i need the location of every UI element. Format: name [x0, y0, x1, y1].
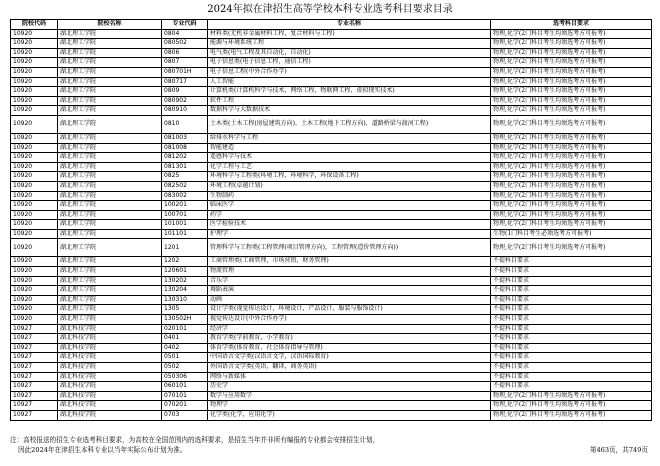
school-code-cell: 10920: [11, 153, 58, 163]
subject-requirement-cell: 不提科目要求: [491, 305, 652, 315]
major-code-cell: 100201: [162, 201, 208, 211]
school-name-cell: 湖北科技学院: [58, 363, 162, 373]
subject-requirement-cell: 不提科目要求: [491, 315, 652, 325]
school-code-cell: 10920: [11, 267, 58, 277]
table-row: [11, 382, 652, 392]
major-code-cell: 130502H: [162, 315, 208, 325]
school-name-cell: 湖北理工学院: [58, 96, 162, 106]
school-name-cell: 湖北科技学院: [58, 334, 162, 344]
major-name-cell: 中国语言文学类(汉语言文学，汉语国际教育): [208, 353, 491, 363]
school-name-cell: 湖北理工学院: [58, 143, 162, 153]
major-name-cell: 临床医学: [208, 201, 491, 211]
subject-requirement-cell: 物理,化学(2门科目考生均须选考方可报考): [491, 153, 652, 163]
table-row: [11, 115, 652, 133]
school-code-cell: 10920: [11, 106, 58, 116]
school-name-cell: 湖北科技学院: [58, 353, 162, 363]
subject-requirement-cell: 不提科目要求: [491, 343, 652, 353]
school-code-cell: 10920: [11, 172, 58, 182]
table-row: [11, 220, 652, 230]
school-name-cell: 湖北理工学院: [58, 229, 162, 239]
subject-requirement-cell: 物理,化学(2门科目考生均须选考方可报考): [491, 401, 652, 411]
header-major-code: 专业代码: [162, 20, 208, 30]
school-code-cell: 10920: [11, 115, 58, 133]
table-row: [11, 334, 652, 344]
table-row: [11, 96, 652, 106]
school-code-cell: 10920: [11, 201, 58, 211]
major-code-cell: 0807: [162, 58, 208, 68]
major-code-cell: 060101: [162, 382, 208, 392]
school-name-cell: 湖北科技学院: [58, 343, 162, 353]
major-name-cell: 历史学: [208, 382, 491, 392]
school-code-cell: 10920: [11, 276, 58, 286]
school-name-cell: 湖北科技学院: [58, 391, 162, 401]
footnote-line-1: 注：高校报送的招生专业选考科目要求，为高校在全国范围内的选科要求，是招生当年并非所有编报的专业都会安排招生计划，: [10, 436, 380, 444]
table-row: [11, 267, 652, 277]
major-code-cell: 070201: [162, 401, 208, 411]
major-name-cell: 物理学: [208, 401, 491, 411]
table-row: [11, 239, 652, 257]
school-code-cell: 10920: [11, 220, 58, 230]
school-name-cell: 湖北理工学院: [58, 239, 162, 257]
school-code-cell: 10927: [11, 334, 58, 344]
table-row: [11, 162, 652, 172]
subject-requirement-cell: 不提科目要求: [491, 295, 652, 305]
major-name-cell: 网络与新媒体: [208, 372, 491, 382]
major-code-cell: 101101: [162, 229, 208, 239]
table-row: [11, 295, 652, 305]
school-name-cell: 湖北理工学院: [58, 67, 162, 77]
school-name-cell: 湖北理工学院: [58, 295, 162, 305]
major-name-cell: 医学检验技术: [208, 220, 491, 230]
table-row: [11, 77, 652, 87]
major-name-cell: 动画: [208, 295, 491, 305]
major-name-cell: 材料类(无机非金属材料工程，复合材料与工程): [208, 29, 491, 39]
major-code-cell: 100701: [162, 210, 208, 220]
header-school-code: 院校代码: [11, 20, 58, 30]
school-code-cell: 10920: [11, 87, 58, 97]
major-code-cell: 081301: [162, 162, 208, 172]
major-name-cell: 人工智能: [208, 77, 491, 87]
major-name-cell: 音乐学: [208, 276, 491, 286]
school-code-cell: 10920: [11, 239, 58, 257]
major-code-cell: 1201: [162, 239, 208, 257]
school-code-cell: 10920: [11, 58, 58, 68]
subject-requirement-cell: 物理,化学(2门科目考生均须选考方可报考): [491, 410, 652, 420]
school-name-cell: 湖北理工学院: [58, 39, 162, 49]
school-name-cell: 湖北理工学院: [58, 153, 162, 163]
school-name-cell: 湖北理工学院: [58, 210, 162, 220]
school-code-cell: 10927: [11, 324, 58, 334]
subject-requirement-cell: 不提科目要求: [491, 276, 652, 286]
major-name-cell: 设计学类(视觉传达设计，环境设计，产品设计，服装与服饰设计): [208, 305, 491, 315]
school-name-cell: 湖北理工学院: [58, 48, 162, 58]
major-name-cell: 教育学类(学前教育，小学教育): [208, 334, 491, 344]
major-code-cell: 1305: [162, 305, 208, 315]
table-row: [11, 324, 652, 334]
school-name-cell: 湖北理工学院: [58, 29, 162, 39]
table-row: [11, 106, 652, 116]
subject-requirement-cell: 不提科目要求: [491, 372, 652, 382]
footnote-line-2: 因此2024年在津招生本科专业以当年实际公布计划为准。: [18, 446, 187, 454]
school-name-cell: 湖北理工学院: [58, 315, 162, 325]
school-code-cell: 10920: [11, 162, 58, 172]
table-row: [11, 305, 652, 315]
requirements-table: [10, 19, 652, 421]
subject-requirement-cell: 物理,化学(2门科目考生均须选考方可报考): [491, 115, 652, 133]
major-name-cell: 生物制药: [208, 191, 491, 201]
table-row: [11, 210, 652, 220]
table-header-row: [11, 20, 652, 30]
subject-requirement-cell: 物理,化学(2门科目考生均须选考方可报考): [491, 106, 652, 116]
subject-requirement-cell: 物理,化学(2门科目考生均须选考方可报考): [491, 391, 652, 401]
school-code-cell: 10927: [11, 363, 58, 373]
table-row: [11, 286, 652, 296]
school-code-cell: 10920: [11, 181, 58, 191]
table-row: [11, 372, 652, 382]
school-code-cell: 10920: [11, 48, 58, 58]
major-name-cell: 外国语言文学类(英语，翻译，商务英语): [208, 363, 491, 373]
major-code-cell: 050306: [162, 372, 208, 382]
major-name-cell: 电子信息工程(中外合作办学): [208, 67, 491, 77]
major-code-cell: 0806: [162, 48, 208, 58]
header-subject-requirement: 选考科目要求: [491, 20, 652, 30]
major-code-cell: 1202: [162, 257, 208, 267]
school-name-cell: 湖北理工学院: [58, 286, 162, 296]
major-code-cell: 082502: [162, 181, 208, 191]
school-name-cell: 湖北理工学院: [58, 133, 162, 143]
table-row: [11, 363, 652, 373]
school-code-cell: 10920: [11, 77, 58, 87]
table-row: [11, 172, 652, 182]
major-name-cell: 化学工程与工艺: [208, 162, 491, 172]
subject-requirement-cell: 不提科目要求: [491, 257, 652, 267]
school-code-cell: 10920: [11, 143, 58, 153]
school-code-cell: 10920: [11, 229, 58, 239]
subject-requirement-cell: 不提科目要求: [491, 353, 652, 363]
major-name-cell: 体育学类(体育教育，社会体育指导与管理): [208, 343, 491, 353]
major-code-cell: 130202: [162, 276, 208, 286]
subject-requirement-cell: 物理,化学(2门科目考生均须选考方可报考): [491, 39, 652, 49]
major-code-cell: 081003: [162, 133, 208, 143]
major-code-cell: 070101: [162, 391, 208, 401]
table-row: [11, 315, 652, 325]
table-row: [11, 257, 652, 267]
table-row: [11, 201, 652, 211]
school-name-cell: 湖北理工学院: [58, 106, 162, 116]
major-name-cell: 视觉传达设计(中外合作办学): [208, 315, 491, 325]
table-row: [11, 401, 652, 411]
table-row: [11, 191, 652, 201]
header-major-name: 专业名称: [208, 20, 491, 30]
major-code-cell: 0804: [162, 29, 208, 39]
major-name-cell: 药学: [208, 210, 491, 220]
table-row: [11, 181, 652, 191]
major-name-cell: 经济学: [208, 324, 491, 334]
table-row: [11, 67, 652, 77]
school-code-cell: 10920: [11, 295, 58, 305]
school-code-cell: 10927: [11, 353, 58, 363]
major-name-cell: 计算机类(计算机科学与技术，网络工程，物联网工程，虚拟现实技术): [208, 87, 491, 97]
subject-requirement-cell: 不提科目要求: [491, 382, 652, 392]
subject-requirement-cell: 不提科目要求: [491, 267, 652, 277]
school-name-cell: 湖北科技学院: [58, 324, 162, 334]
school-code-cell: 10927: [11, 401, 58, 411]
school-name-cell: 湖北理工学院: [58, 305, 162, 315]
subject-requirement-cell: 物理,化学(2门科目考生均须选考方可报考): [491, 77, 652, 87]
subject-requirement-cell: 物理,化学(2门科目考生均须选考方可报考): [491, 172, 652, 182]
major-code-cell: 081202: [162, 153, 208, 163]
major-code-cell: 080717: [162, 77, 208, 87]
page-title: 2024年拟在津招生高等学校本科专业选考科目要求目录: [207, 4, 453, 15]
subject-requirement-cell: 不提科目要求: [491, 363, 652, 373]
major-code-cell: 101001: [162, 220, 208, 230]
school-name-cell: 湖北理工学院: [58, 115, 162, 133]
major-name-cell: 电气类(电气工程及其自动化，自动化): [208, 48, 491, 58]
table-row: [11, 133, 652, 143]
subject-requirement-cell: 物理,化学(2门科目考生均须选考方可报考): [491, 133, 652, 143]
subject-requirement-cell: 物理,化学(2门科目考生均须选考方可报考): [491, 162, 652, 172]
table-row: [11, 39, 652, 49]
major-name-cell: 智能建造: [208, 143, 491, 153]
school-code-cell: 10920: [11, 305, 58, 315]
table-row: [11, 391, 652, 401]
footnote: [10, 435, 570, 455]
major-name-cell: 舞蹈表演: [208, 286, 491, 296]
subject-requirement-cell: 物理,化学(2门科目考生均须选考方可报考): [491, 48, 652, 58]
table-row: [11, 153, 652, 163]
table-row: [11, 29, 652, 39]
school-name-cell: 湖北理工学院: [58, 172, 162, 182]
major-code-cell: 080902: [162, 96, 208, 106]
subject-requirement-cell: 物理,化学(2门科目考生均须选考方可报考): [491, 96, 652, 106]
major-name-cell: 土木类(土木工程(房屋建筑方向)，土木工程(地下工程方向)，道路桥梁与渡河工程): [208, 115, 491, 133]
subject-requirement-cell: 物理,化学(2门科目考生均须选考方可报考): [491, 67, 652, 77]
school-code-cell: 10920: [11, 96, 58, 106]
subject-requirement-cell: 物理,化学(2门科目考生均须选考方可报考): [491, 201, 652, 211]
major-name-cell: 数据科学与大数据技术: [208, 106, 491, 116]
table-row: [11, 276, 652, 286]
school-name-cell: 湖北科技学院: [58, 372, 162, 382]
subject-requirement-cell: 物理,化学(2门科目考生均须选考方可报考): [491, 143, 652, 153]
major-code-cell: 0401: [162, 334, 208, 344]
subject-requirement-cell: 不提科目要求: [491, 286, 652, 296]
subject-requirement-cell: 生物(1门科目考生必须选考方可报考): [491, 229, 652, 239]
subject-requirement-cell: 物理,化学(2门科目考生均须选考方可报考): [491, 29, 652, 39]
major-name-cell: 给排水科学与工程: [208, 133, 491, 143]
major-code-cell: 080502: [162, 39, 208, 49]
school-code-cell: 10927: [11, 410, 58, 420]
school-name-cell: 湖北理工学院: [58, 162, 162, 172]
major-code-cell: 0825: [162, 172, 208, 182]
subject-requirement-cell: 不提科目要求: [491, 334, 652, 344]
school-code-cell: 10920: [11, 29, 58, 39]
school-code-cell: 10920: [11, 39, 58, 49]
school-name-cell: 湖北科技学院: [58, 410, 162, 420]
table-row: [11, 353, 652, 363]
subject-requirement-cell: 物理,化学(2门科目考生均须选考方可报考): [491, 58, 652, 68]
table-row: [11, 410, 652, 420]
school-name-cell: 湖北理工学院: [58, 181, 162, 191]
major-name-cell: 工商管理类(工商管理，市场营销，财务管理): [208, 257, 491, 267]
school-name-cell: 湖北理工学院: [58, 267, 162, 277]
major-name-cell: 能源与环境系统工程: [208, 39, 491, 49]
major-code-cell: 0402: [162, 343, 208, 353]
table-row: [11, 229, 652, 239]
subject-requirement-cell: 物理,化学(2门科目考生均须选考方可报考): [491, 220, 652, 230]
page-number: 第463页，共749页: [589, 446, 648, 454]
major-name-cell: 管理科学与工程类(工程管理(项目管理方向)，工程管理(造价管理方向)): [208, 239, 491, 257]
school-name-cell: 湖北理工学院: [58, 276, 162, 286]
major-name-cell: 化学类(化学，应用化学): [208, 410, 491, 420]
school-code-cell: 10920: [11, 210, 58, 220]
major-code-cell: 0810: [162, 115, 208, 133]
school-code-cell: 10920: [11, 315, 58, 325]
school-name-cell: 湖北理工学院: [58, 257, 162, 267]
major-name-cell: 环境工程(卓越计划): [208, 181, 491, 191]
major-code-cell: 0703: [162, 410, 208, 420]
major-code-cell: 081008: [162, 143, 208, 153]
major-name-cell: 环境科学与工程类(环境工程，环境科学，环保设备工程): [208, 172, 491, 182]
major-code-cell: 083002: [162, 191, 208, 201]
school-code-cell: 10920: [11, 133, 58, 143]
school-name-cell: 湖北理工学院: [58, 201, 162, 211]
major-name-cell: 数学与应用数学: [208, 391, 491, 401]
major-code-cell: 0809: [162, 87, 208, 97]
table-row: [11, 143, 652, 153]
table-row: [11, 58, 652, 68]
school-name-cell: 湖北理工学院: [58, 87, 162, 97]
table-row: [11, 343, 652, 353]
school-name-cell: 湖北科技学院: [58, 401, 162, 411]
school-code-cell: 10927: [11, 372, 58, 382]
major-name-cell: 遥感科学与技术: [208, 153, 491, 163]
major-code-cell: 0502: [162, 363, 208, 373]
subject-requirement-cell: 物理,化学(2门科目考生均须选考方可报考): [491, 181, 652, 191]
subject-requirement-cell: 物理,化学(2门科目考生均须选考方可报考): [491, 239, 652, 257]
subject-requirement-cell: 物理,化学(2门科目考生均须选考方可报考): [491, 87, 652, 97]
table-row: [11, 87, 652, 97]
school-name-cell: 湖北理工学院: [58, 220, 162, 230]
header-school-name: 院校名称: [58, 20, 162, 30]
subject-requirement-cell: 不提科目要求: [491, 324, 652, 334]
table-row: [11, 48, 652, 58]
major-name-cell: 电子信息类(电子信息工程，通信工程): [208, 58, 491, 68]
major-code-cell: 130204: [162, 286, 208, 296]
major-name-cell: 物流管理: [208, 267, 491, 277]
major-code-cell: 080701H: [162, 67, 208, 77]
major-name-cell: 软件工程: [208, 96, 491, 106]
school-code-cell: 10927: [11, 391, 58, 401]
school-code-cell: 10920: [11, 67, 58, 77]
major-code-cell: 080910: [162, 106, 208, 116]
major-code-cell: 0501: [162, 353, 208, 363]
school-name-cell: 湖北科技学院: [58, 382, 162, 392]
subject-requirement-cell: 物理,化学(2门科目考生均须选考方可报考): [491, 210, 652, 220]
table-body: [11, 29, 652, 420]
school-code-cell: 10920: [11, 257, 58, 267]
school-name-cell: 湖北理工学院: [58, 58, 162, 68]
school-name-cell: 湖北理工学院: [58, 191, 162, 201]
school-code-cell: 10920: [11, 286, 58, 296]
school-code-cell: 10927: [11, 382, 58, 392]
school-code-cell: 10920: [11, 191, 58, 201]
subject-requirement-cell: 物理,化学(2门科目考生均须选考方可报考): [491, 191, 652, 201]
major-code-cell: 130310: [162, 295, 208, 305]
school-name-cell: 湖北理工学院: [58, 77, 162, 87]
major-name-cell: 护理学: [208, 229, 491, 239]
major-code-cell: 120601: [162, 267, 208, 277]
school-code-cell: 10927: [11, 343, 58, 353]
major-code-cell: 020101: [162, 324, 208, 334]
